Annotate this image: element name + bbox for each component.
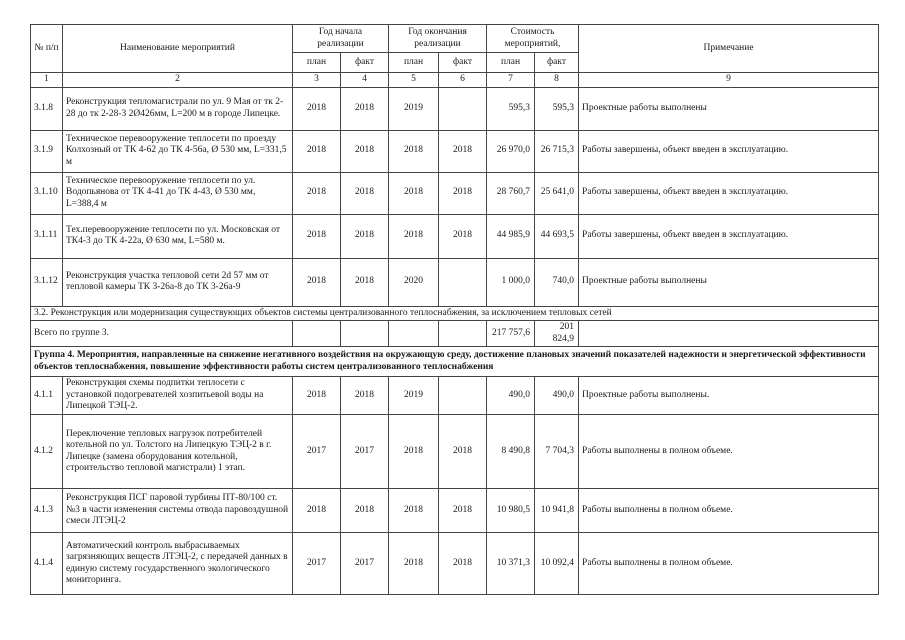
- cost-fact: 740,0: [535, 258, 579, 306]
- end-fact: 2018: [439, 214, 487, 258]
- cost-plan: 10 980,5: [487, 489, 535, 533]
- header-cost: Стоимость мероприятий,: [487, 25, 579, 53]
- group-row: [31, 347, 879, 377]
- total-cost-plan: 217 757,6: [487, 321, 535, 347]
- end-fact: 2018: [439, 415, 487, 489]
- start-fact: 2018: [341, 172, 389, 214]
- header-row: [31, 25, 879, 53]
- colnum: 4: [341, 73, 389, 88]
- cost-plan: 490,0: [487, 377, 535, 415]
- start-plan: 2018: [293, 258, 341, 306]
- colnum: 3: [293, 73, 341, 88]
- colnum: 5: [389, 73, 439, 88]
- start-plan: 2018: [293, 87, 341, 130]
- start-fact: 2018: [341, 489, 389, 533]
- end-plan: 2018: [389, 489, 439, 533]
- end-plan: 2018: [389, 214, 439, 258]
- row-num: 3.1.12: [31, 258, 63, 306]
- header-end-plan: план: [389, 53, 439, 73]
- end-plan: 2020: [389, 258, 439, 306]
- row-name: Реконструкция тепломагистрали по ул. 9 Мая от тк 2-28 до тк 2-28-3 2Ø426мм, L=200 м в городе Липецке.: [63, 87, 293, 130]
- cost-fact: 25 641,0: [535, 172, 579, 214]
- row-num: 3.1.9: [31, 130, 63, 172]
- start-plan: 2017: [293, 415, 341, 489]
- end-fact: 2018: [439, 489, 487, 533]
- colnum: 2: [63, 73, 293, 88]
- start-fact: 2018: [341, 130, 389, 172]
- end-plan: 2019: [389, 87, 439, 130]
- end-plan: 2019: [389, 377, 439, 415]
- header-start-fact: факт: [341, 53, 389, 73]
- header-cost-plan: план: [487, 53, 535, 73]
- cost-fact: 44 693,5: [535, 214, 579, 258]
- end-plan: 2018: [389, 130, 439, 172]
- cost-plan: 44 985,9: [487, 214, 535, 258]
- row-note: Работы завершены, объект введен в эксплуатацию.: [579, 172, 879, 214]
- cost-plan: 8 490,8: [487, 415, 535, 489]
- row-note: Проектные работы выполнены: [579, 87, 879, 130]
- cost-plan: 26 970,0: [487, 130, 535, 172]
- row-name: Тех.перевооружение теплосети по ул. Московская от ТК4-3 до ТК 4-22а, Ø 630 мм, L=580 м.: [63, 214, 293, 258]
- total-cost-fact: 201 824,9: [535, 321, 579, 347]
- row-num: 4.1.1: [31, 377, 63, 415]
- header-name: Наименование мероприятий: [63, 25, 293, 73]
- row-note: Работы завершены, объект введен в эксплуатацию.: [579, 214, 879, 258]
- row-note: Проектные работы выполнены: [579, 258, 879, 306]
- start-fact: 2018: [341, 258, 389, 306]
- start-fact: 2018: [341, 377, 389, 415]
- start-plan: 2018: [293, 214, 341, 258]
- table-row: [31, 87, 879, 130]
- table-row: [31, 415, 879, 489]
- end-plan: 2018: [389, 533, 439, 595]
- end-fact: [439, 258, 487, 306]
- cost-fact: 595,3: [535, 87, 579, 130]
- start-fact: 2018: [341, 87, 389, 130]
- row-name: Реконструкция участка тепловой сети 2d 57 мм от тепловой камеры ТК 3-26а-8 до ТК 3-26а-9: [63, 258, 293, 306]
- table-row: [31, 130, 879, 172]
- cost-fact: 490,0: [535, 377, 579, 415]
- start-plan: 2017: [293, 533, 341, 595]
- header-start: Год начала реализации: [293, 25, 389, 53]
- table-row: [31, 377, 879, 415]
- start-plan: 2018: [293, 130, 341, 172]
- row-note: Проектные работы выполнены.: [579, 377, 879, 415]
- end-fact: [439, 87, 487, 130]
- colnum: 6: [439, 73, 487, 88]
- row-num: 4.1.3: [31, 489, 63, 533]
- start-fact: 2017: [341, 533, 389, 595]
- row-num: 3.1.11: [31, 214, 63, 258]
- end-fact: 2018: [439, 533, 487, 595]
- row-name: Реконструкция схемы подпитки теплосети с установкой подогревателей хозпитьевой воды на Липецкой ТЭЦ-2.: [63, 377, 293, 415]
- total-row: [31, 321, 879, 347]
- row-name: Автоматический контроль выбрасываемых загрязняющих веществ ЛТЭЦ-2, с передачей данных в единую систему государственного экологического мониторинга.: [63, 533, 293, 595]
- start-plan: 2018: [293, 172, 341, 214]
- colnum-row: [31, 73, 879, 88]
- header-num: № п/п: [31, 25, 63, 73]
- colnum: 7: [487, 73, 535, 88]
- measures-table: [30, 24, 879, 595]
- header-end-fact: факт: [439, 53, 487, 73]
- header-cost-fact: факт: [535, 53, 579, 73]
- header-note: Примечание: [579, 25, 879, 73]
- end-fact: 2018: [439, 130, 487, 172]
- total-label: Всего по группе 3.: [31, 321, 293, 347]
- cost-plan: 1 000,0: [487, 258, 535, 306]
- table-row: [31, 258, 879, 306]
- section-3-2: 3.2. Реконструкция или модернизация существующих объектов системы централизованного теплоснабжения, за исключением тепловых сетей: [31, 306, 879, 321]
- row-note: Работы завершены, объект введен в эксплуатацию.: [579, 130, 879, 172]
- row-num: 3.1.8: [31, 87, 63, 130]
- section-row: [31, 306, 879, 321]
- row-note: Работы выполнены в полном объеме.: [579, 489, 879, 533]
- table-row: [31, 214, 879, 258]
- start-plan: 2018: [293, 489, 341, 533]
- header-start-plan: план: [293, 53, 341, 73]
- table-row: [31, 489, 879, 533]
- row-num: 3.1.10: [31, 172, 63, 214]
- cost-plan: 10 371,3: [487, 533, 535, 595]
- colnum: 8: [535, 73, 579, 88]
- row-num: 4.1.2: [31, 415, 63, 489]
- header-end: Год окончания реализации: [389, 25, 487, 53]
- cost-fact: 26 715,3: [535, 130, 579, 172]
- row-note: Работы выполнены в полном объеме.: [579, 415, 879, 489]
- row-num: 4.1.4: [31, 533, 63, 595]
- row-name: Техническое перевооружение теплосети по ул. Водопьянова от ТК 4-41 до ТК 4-43, Ø 530 мм, L=388,4 м: [63, 172, 293, 214]
- table-row: [31, 172, 879, 214]
- table-row: [31, 533, 879, 595]
- row-note: Работы выполнены в полном объеме.: [579, 533, 879, 595]
- end-fact: [439, 377, 487, 415]
- row-name: Переключение тепловых нагрузок потребителей котельной по ул. Толстого на Липецкую ТЭЦ-2 в г. Липецке (замена оборудования котельной, строительство тепловой магистрали) 1 этап.: [63, 415, 293, 489]
- cost-fact: 10 092,4: [535, 533, 579, 595]
- cost-fact: 7 704,3: [535, 415, 579, 489]
- end-plan: 2018: [389, 172, 439, 214]
- start-fact: 2018: [341, 214, 389, 258]
- group-4-heading: Группа 4. Мероприятия, направленные на снижение негативного воздействия на окружающую среду, достижение плановых значений показателей надежности и энергетической эффективности объектов теплоснабжения, повышение эффективности работы систем централизованного теплоснабжения: [31, 347, 879, 377]
- row-name: Реконструкция ПСГ паровой турбины ПТ-80/100 ст.№3 в части изменения системы отвода паровоздушной смеси ЛТЭЦ-2: [63, 489, 293, 533]
- cost-plan: 595,3: [487, 87, 535, 130]
- colnum: 1: [31, 73, 63, 88]
- end-fact: 2018: [439, 172, 487, 214]
- colnum: 9: [579, 73, 879, 88]
- start-fact: 2017: [341, 415, 389, 489]
- cost-plan: 28 760,7: [487, 172, 535, 214]
- cost-fact: 10 941,8: [535, 489, 579, 533]
- start-plan: 2018: [293, 377, 341, 415]
- row-name: Техническое перевооружение теплосети по проезду Колхозный от ТК 4-62 до ТК 4-56а, Ø 530 мм, L=331,5 м: [63, 130, 293, 172]
- end-plan: 2018: [389, 415, 439, 489]
